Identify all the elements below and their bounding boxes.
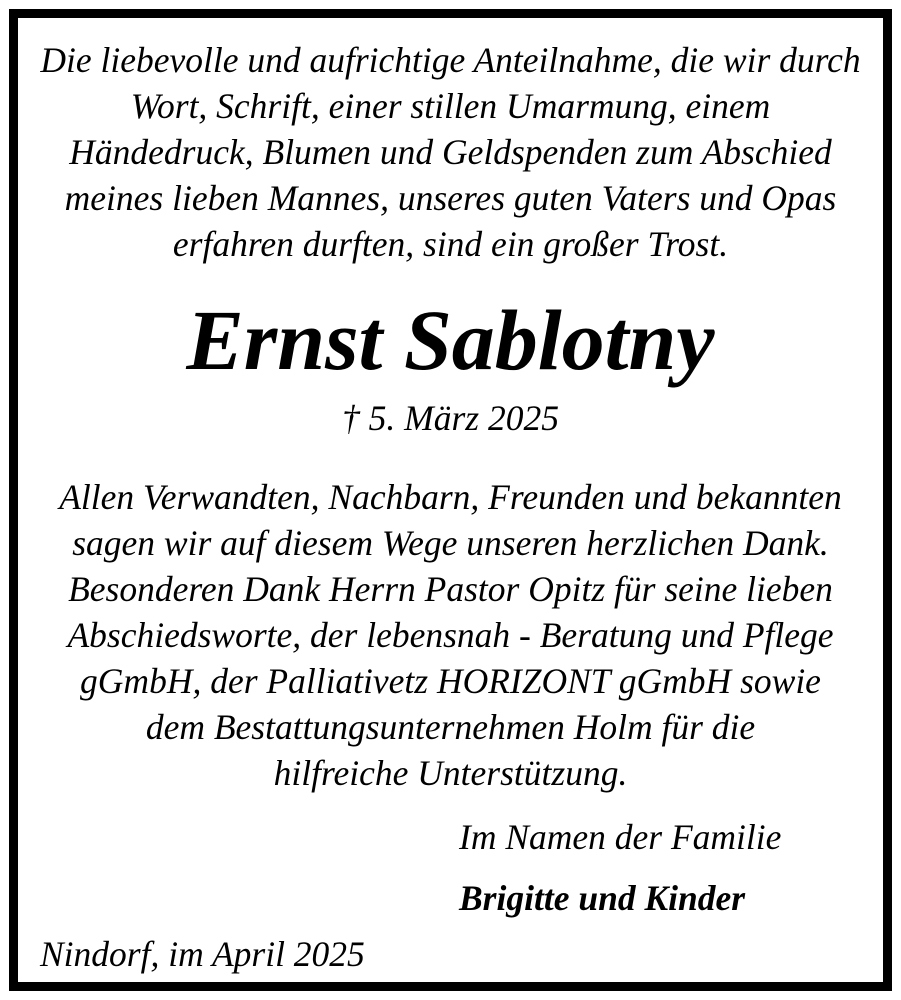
death-date: † 5. März 2025 [342,398,559,438]
thanks-line-2: sagen wir auf diesem Wege unseren herzlichen Dank. [72,523,829,563]
thanks-line-3: Besonderen Dank Herrn Pastor Opitz für seine lieben [68,569,833,609]
signature-on-behalf: Im Namen der Familie [459,817,782,857]
intro-line-5: erfahren durften, sind ein großer Trost. [172,224,729,264]
thanks-line-7: hilfreiche Unterstützung. [273,753,628,793]
signature-names: Brigitte und Kinder [459,878,746,918]
thanks-line-4: Abschiedsworte, der lebensnah - Beratung und Pflege [67,615,834,655]
deceased-name: Ernst Sablotny [186,292,715,388]
intro-line-4: meines lieben Mannes, unseres guten Vaters und Opas [64,178,837,218]
intro-line-2: Wort, Schrift, einer stillen Umarmung, einem [130,86,771,126]
thanks-line-1: Allen Verwandten, Nachbarn, Freunden und bekannten [59,477,842,517]
intro-line-3: Händedruck, Blumen und Geldspenden zum Abschied [69,132,832,172]
thanks-line-5: gGmbH, der Palliativetz HORIZONT gGmbH sowie [80,661,821,701]
intro-line-1: Die liebevolle und aufrichtige Anteilnahme, die wir durch [40,40,861,80]
place-date: Nindorf, im April 2025 [40,934,365,974]
thanks-line-6: dem Bestattungsunternehmen Holm für die [145,707,756,747]
obituary-frame [9,9,892,991]
